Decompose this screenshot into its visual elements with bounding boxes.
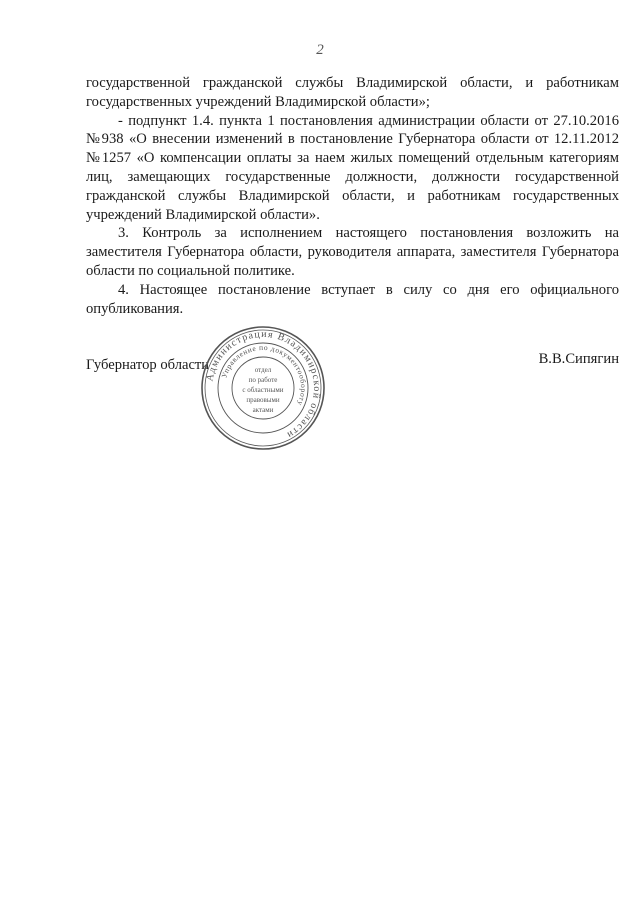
paragraph-effective-date: 4. Настоящее постановление вступает в силу со дня его официального опубликования. bbox=[86, 281, 619, 317]
official-seal bbox=[200, 325, 326, 451]
seal-outer-text: Администрация Владимирской области bbox=[204, 328, 323, 441]
signatory-name: В.В.Сипягин bbox=[538, 351, 619, 367]
seal-center-line: актами bbox=[252, 406, 274, 414]
seal-center-line: с областными bbox=[242, 386, 284, 394]
document-body bbox=[86, 74, 619, 318]
page-number: 2 bbox=[316, 42, 324, 58]
paragraph-control: 3. Контроль за исполнением настоящего постановления возложить на заместителя Губернатора области, руководителя аппарата, заместителя Губернатора области по социальной политике. bbox=[86, 225, 619, 279]
seal-center-line: отдел bbox=[254, 366, 272, 374]
seal-inner-text: Управление по документообороту bbox=[219, 342, 309, 408]
signatory-position: Губернатор области bbox=[86, 357, 210, 373]
seal-center-line: правовыми bbox=[246, 396, 280, 404]
paragraph-subpoint: - подпункт 1.4. пункта 1 постановления администрации области от 27.10.2016 №938 «О внесении изменений в постановление Губернатора области от 12.11.2012 №1257 «О компенсации оплаты за наем жилых помещений отдельным категориям лиц, замещающих государственные должности, должности государственной гражданской службы Владимирской области, и работникам государственных учреждений Владимирской области». bbox=[86, 112, 619, 223]
paragraph-continuation: государственной гражданской службы Владимирской области, и работникам государственных учреждений Владимирской области»; bbox=[86, 75, 619, 110]
seal-stamp bbox=[200, 325, 326, 451]
seal-center-line: по работе bbox=[248, 376, 278, 384]
